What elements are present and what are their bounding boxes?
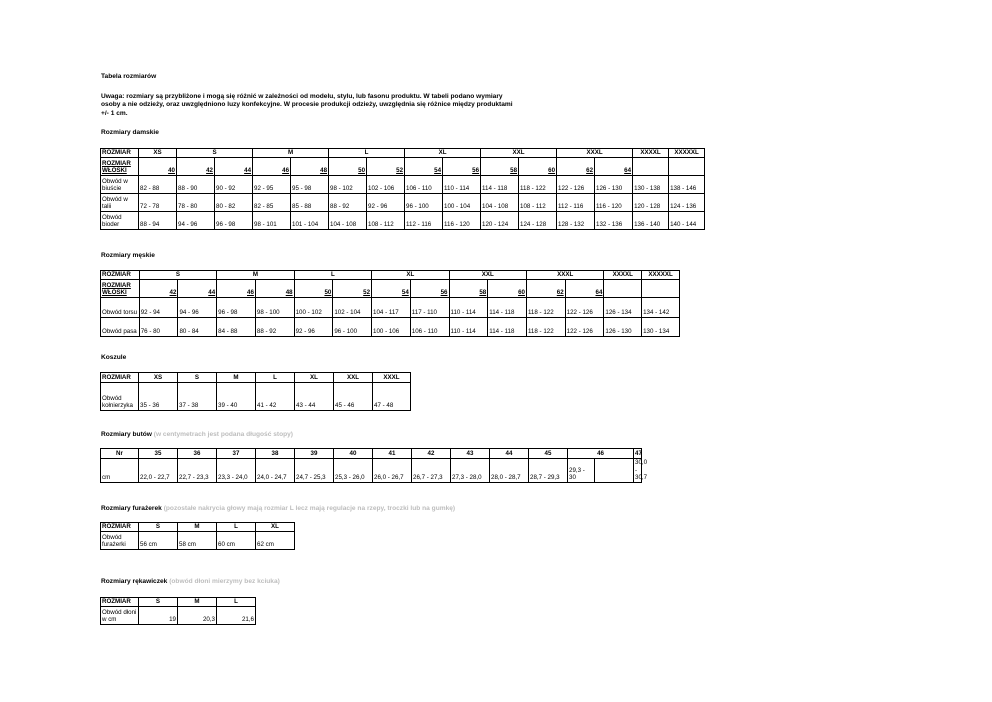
women-heading: Rozmiary damskie <box>101 129 159 136</box>
caps-size-cell: XL <box>256 523 295 532</box>
women-cell: 101 - 104 <box>291 212 329 230</box>
men-cell: 104 - 117 <box>372 298 411 318</box>
caps-cell: 62 cm <box>256 532 295 550</box>
shoes-size-cell: 41 <box>373 449 412 459</box>
caps-size-label: ROZMIAR <box>101 523 139 532</box>
women-cell: 110 - 114 <box>443 176 481 194</box>
women-size-m: M <box>253 149 329 158</box>
women-cell: 98 - 101 <box>253 212 291 230</box>
men-size-m: M <box>217 271 294 280</box>
shirts-cell: 47 - 48 <box>373 383 411 411</box>
gloves-size-table <box>100 597 256 625</box>
women-cell: 96 - 100 <box>405 194 443 212</box>
women-row-label: Obwód bioder <box>101 212 139 230</box>
shoes-cell: 26,0 - 26,7 <box>373 459 412 483</box>
shoes-size-cell: 40 <box>334 449 373 459</box>
men-heading: Rozmiary męskie <box>101 252 155 259</box>
men-it-cell: 50 <box>294 280 333 298</box>
women-it-cell: 58 <box>481 158 519 176</box>
shirts-size-cell: M <box>217 373 256 383</box>
women-cell: 106 - 110 <box>405 176 443 194</box>
men-cell: 96 - 98 <box>217 298 256 318</box>
men-it-cell: 62 <box>526 280 565 298</box>
gloves-row-label: Obwód dłoni w cm <box>101 607 139 625</box>
women-cell: 118 - 122 <box>519 176 557 194</box>
women-cell: 138 - 146 <box>669 176 705 194</box>
shirts-size-cell: XS <box>139 373 178 383</box>
women-cell: 90 - 92 <box>215 176 253 194</box>
men-cell: 88 - 92 <box>255 318 294 337</box>
men-it-label: ROZMIAR WŁOSKI <box>101 280 140 298</box>
women-cell: 72 - 78 <box>139 194 177 212</box>
caps-heading: Rozmiary furażerek <box>101 505 162 512</box>
shoes-size-cell: 43 <box>451 449 490 459</box>
men-cell: 92 - 94 <box>139 298 178 318</box>
shirts-cell: 45 - 46 <box>334 383 373 411</box>
shoes-size-cell: 38 <box>256 449 295 459</box>
women-cell: 88 - 94 <box>139 212 177 230</box>
shoes-cell: 24,7 - 25,3 <box>295 459 334 483</box>
women-cell: 124 - 136 <box>669 194 705 212</box>
shoes-cell: 28,7 - 29,3 <box>529 459 568 483</box>
men-cell: 126 - 134 <box>604 298 642 318</box>
shoes-size-table <box>100 448 648 483</box>
men-cell: 117 - 110 <box>410 298 449 318</box>
women-size-xxxxl: XXXXL <box>633 149 669 158</box>
women-it-cell: 40 <box>139 158 177 176</box>
men-cell: 106 - 110 <box>410 318 449 337</box>
shoes-size-cell: 37 <box>217 449 256 459</box>
women-cell: 132 - 136 <box>595 212 633 230</box>
men-cell: 84 - 88 <box>217 318 256 337</box>
men-size-s: S <box>139 271 216 280</box>
disclaimer-note: Uwaga: rozmiary są przybliżone i mogą się różnić w zależności od modelu, stylu, lub fasonu produktu. W tabeli podano wymiary osoby a nie odzieży, oraz uwzględniono luzy konfekcyjne. W procesie produkcji odzieży, uwzględnia się różnice między produktami +/- 1 cm. <box>101 93 513 117</box>
shirts-cell: 41 - 42 <box>256 383 295 411</box>
women-size-label: ROZMIAR <box>101 149 139 158</box>
shoes-cell: 27,3 - 28,0 <box>451 459 490 483</box>
shoes-size-cell: 45 <box>529 449 568 459</box>
women-cell: 116 - 120 <box>443 212 481 230</box>
women-it-cell: 42 <box>177 158 215 176</box>
women-cell: 120 - 128 <box>633 194 669 212</box>
men-size-xxl: XXL <box>449 271 526 280</box>
shoes-size-cell: 47 <box>635 450 642 458</box>
men-cell: 98 - 100 <box>255 298 294 318</box>
caps-cell: 60 cm <box>217 532 256 550</box>
men-size-l: L <box>294 271 371 280</box>
men-it-cell: 60 <box>488 280 527 298</box>
women-cell: 80 - 82 <box>215 194 253 212</box>
shirts-size-table <box>100 372 411 411</box>
men-cell: 76 - 80 <box>139 318 178 337</box>
shoes-size-cell: 46 <box>568 449 634 459</box>
women-it-cell: 64 <box>595 158 633 176</box>
men-it-cell: 56 <box>410 280 449 298</box>
women-cell: 116 - 120 <box>595 194 633 212</box>
men-it-cell: 44 <box>178 280 217 298</box>
men-cell: 102 - 104 <box>333 298 372 318</box>
men-it-cell: 52 <box>333 280 372 298</box>
women-cell: 122 - 126 <box>557 176 595 194</box>
women-cell: 92 - 96 <box>367 194 405 212</box>
men-size-label: ROZMIAR <box>101 271 140 280</box>
men-cell: 122 - 126 <box>565 318 604 337</box>
shirts-size-cell: XL <box>295 373 334 383</box>
women-cell: 130 - 138 <box>633 176 669 194</box>
gloves-cell: 20,3 <box>178 607 217 625</box>
shirts-size-cell: XXL <box>334 373 373 383</box>
women-cell: 94 - 96 <box>177 212 215 230</box>
caps-size-cell: S <box>139 523 178 532</box>
gloves-cell: 19 <box>139 607 178 625</box>
women-it-cell: 52 <box>367 158 405 176</box>
men-cell: 110 - 114 <box>449 298 488 318</box>
women-cell: 88 - 90 <box>177 176 215 194</box>
women-it-cell: 62 <box>557 158 595 176</box>
shirts-heading: Koszule <box>101 354 127 361</box>
women-cell: 124 - 128 <box>519 212 557 230</box>
men-cell: 110 - 114 <box>449 318 488 337</box>
gloves-size-cell: S <box>139 598 178 607</box>
men-size-xl: XL <box>372 271 449 280</box>
men-row-label: Obwód torsu <box>101 298 140 318</box>
men-it-cell: 58 <box>449 280 488 298</box>
shirts-size-cell: S <box>178 373 217 383</box>
men-it-cell: 42 <box>139 280 178 298</box>
shirts-cell: 35 - 36 <box>139 383 178 411</box>
men-cell: 118 - 122 <box>526 298 565 318</box>
women-row-label: Obwód w talii <box>101 194 139 212</box>
shoes-cell: 28,0 - 28,7 <box>490 459 529 483</box>
women-cell: 88 - 92 <box>329 194 367 212</box>
gloves-size-cell: M <box>178 598 217 607</box>
gloves-hint: (obwód dłoni mierzymy bez kciuka) <box>169 578 280 585</box>
men-cell: 92 - 96 <box>294 318 333 337</box>
shoes-cell: 29,3 - 30 <box>568 459 595 483</box>
women-cell: 96 - 98 <box>215 212 253 230</box>
women-cell: 114 - 118 <box>481 176 519 194</box>
shoes-cell: 25,3 - 26,0 <box>334 459 373 483</box>
shoes-size-cell: 39 <box>295 449 334 459</box>
shirts-size-label: ROZMIAR <box>101 373 139 383</box>
caps-cell: 56 cm <box>139 532 178 550</box>
women-cell: 104 - 108 <box>481 194 519 212</box>
women-cell: 104 - 108 <box>329 212 367 230</box>
page-title: Tabela rozmiarów <box>101 73 157 80</box>
men-cell: 96 - 100 <box>333 318 372 337</box>
shirts-size-cell: XXXL <box>373 373 411 383</box>
gloves-size-cell: L <box>217 598 256 607</box>
women-cell: 112 - 116 <box>557 194 595 212</box>
women-cell: 136 - 140 <box>633 212 669 230</box>
women-size-xs: XS <box>139 149 177 158</box>
men-cell: 130 - 134 <box>642 318 680 337</box>
women-cell: 108 - 112 <box>519 194 557 212</box>
shoes-heading-line <box>101 431 293 439</box>
men-it-cell: 46 <box>217 280 256 298</box>
men-cell: 100 - 102 <box>294 298 333 318</box>
women-cell: 95 - 98 <box>291 176 329 194</box>
caps-heading-line <box>101 505 455 513</box>
women-it-cell: 56 <box>443 158 481 176</box>
women-cell: 98 - 102 <box>329 176 367 194</box>
women-cell: 140 - 144 <box>669 212 705 230</box>
men-it-cell: 54 <box>372 280 411 298</box>
shirts-size-cell: L <box>256 373 295 383</box>
shoes-size-cell: 44 <box>490 449 529 459</box>
shirts-cell: 39 - 40 <box>217 383 256 411</box>
shoes-heading: Rozmiary butów <box>101 431 152 438</box>
shoes-cell: 23,3 - 24,0 <box>217 459 256 483</box>
women-cell: 120 - 124 <box>481 212 519 230</box>
men-cell: 134 - 142 <box>642 298 680 318</box>
shoes-size-cell: 36 <box>178 449 217 459</box>
caps-cell: 58 cm <box>178 532 217 550</box>
men-size-xxxl: XXXL <box>526 271 603 280</box>
men-cell: 114 - 118 <box>488 298 527 318</box>
shoes-nr-label: Nr <box>101 449 139 459</box>
women-cell: 126 - 130 <box>595 176 633 194</box>
men-cell: 100 - 106 <box>372 318 411 337</box>
men-cell: 118 - 122 <box>526 318 565 337</box>
women-cell: 112 - 116 <box>405 212 443 230</box>
women-size-xxxl: XXXL <box>557 149 633 158</box>
women-size-xxxxxl: XXXXXL <box>669 149 705 158</box>
caps-size-cell: M <box>178 523 217 532</box>
women-size-xl: XL <box>405 149 481 158</box>
women-cell: 108 - 112 <box>367 212 405 230</box>
men-cell: 126 - 130 <box>604 318 642 337</box>
women-it-cell: 44 <box>215 158 253 176</box>
men-size-xxxxxl: XXXXXL <box>642 271 680 280</box>
women-it-cell: 54 <box>405 158 443 176</box>
women-row-label: Obwód w biuście <box>101 176 139 194</box>
women-size-l: L <box>329 149 405 158</box>
caps-row-label: Obwód furażerki <box>101 532 139 550</box>
men-cell: 94 - 96 <box>178 298 217 318</box>
men-it-cell: 48 <box>255 280 294 298</box>
women-it-cell: 60 <box>519 158 557 176</box>
men-size-xxxxl: XXXXL <box>604 271 642 280</box>
men-size-table <box>100 270 680 337</box>
women-cell: 82 - 88 <box>139 176 177 194</box>
gloves-cell: 21,6 <box>217 607 256 625</box>
women-size-xxl: XXL <box>481 149 557 158</box>
gloves-heading-line <box>101 578 280 586</box>
women-cell: 128 - 132 <box>557 212 595 230</box>
shoes-hint: (w centymetrach jest podana długość stopy) <box>153 431 293 438</box>
gloves-size-label: ROZMIAR <box>101 598 139 607</box>
shirts-row-label: Obwód kołnierzyka <box>101 383 139 411</box>
women-it-cell: 48 <box>291 158 329 176</box>
shoes-row-label: cm <box>101 459 139 483</box>
shirts-cell: 43 - 44 <box>295 383 334 411</box>
caps-size-cell: L <box>217 523 256 532</box>
women-it-cell: 50 <box>329 158 367 176</box>
shoes-cell: 26,7 - 27,3 <box>412 459 451 483</box>
men-cell: 114 - 118 <box>488 318 527 337</box>
men-cell: 122 - 126 <box>565 298 604 318</box>
shoes-cell: 22,7 - 23,3 <box>178 459 217 483</box>
shoes-size-cell: 42 <box>412 449 451 459</box>
shoes-cell: 22,0 - 22,7 <box>139 459 178 483</box>
shoes-cell: 30,0 - 30,7 <box>635 459 648 482</box>
men-it-cell: 64 <box>565 280 604 298</box>
women-cell: 92 - 95 <box>253 176 291 194</box>
men-row-label: Obwód pasa <box>101 318 140 337</box>
caps-hint: (pozostałe nakrycia głowy mają rozmiar L lecz mają regulacje na rzepy, troczki lub na gumkę) <box>163 505 456 512</box>
women-cell: 78 - 80 <box>177 194 215 212</box>
women-cell: 102 - 106 <box>367 176 405 194</box>
women-cell: 100 - 104 <box>443 194 481 212</box>
women-it-cell: 46 <box>253 158 291 176</box>
shoes-cell: 24,0 - 24,7 <box>256 459 295 483</box>
caps-size-table <box>100 522 295 550</box>
women-it-label: ROZMIAR WŁOSKI <box>101 158 139 176</box>
women-cell: 85 - 88 <box>291 194 329 212</box>
gloves-heading: Rozmiary rękawiczek <box>101 578 168 585</box>
women-size-table <box>100 148 705 230</box>
women-cell: 82 - 85 <box>253 194 291 212</box>
shirts-cell: 37 - 38 <box>178 383 217 411</box>
women-size-s: S <box>177 149 253 158</box>
men-cell: 80 - 84 <box>178 318 217 337</box>
shoes-size-cell: 35 <box>139 449 178 459</box>
